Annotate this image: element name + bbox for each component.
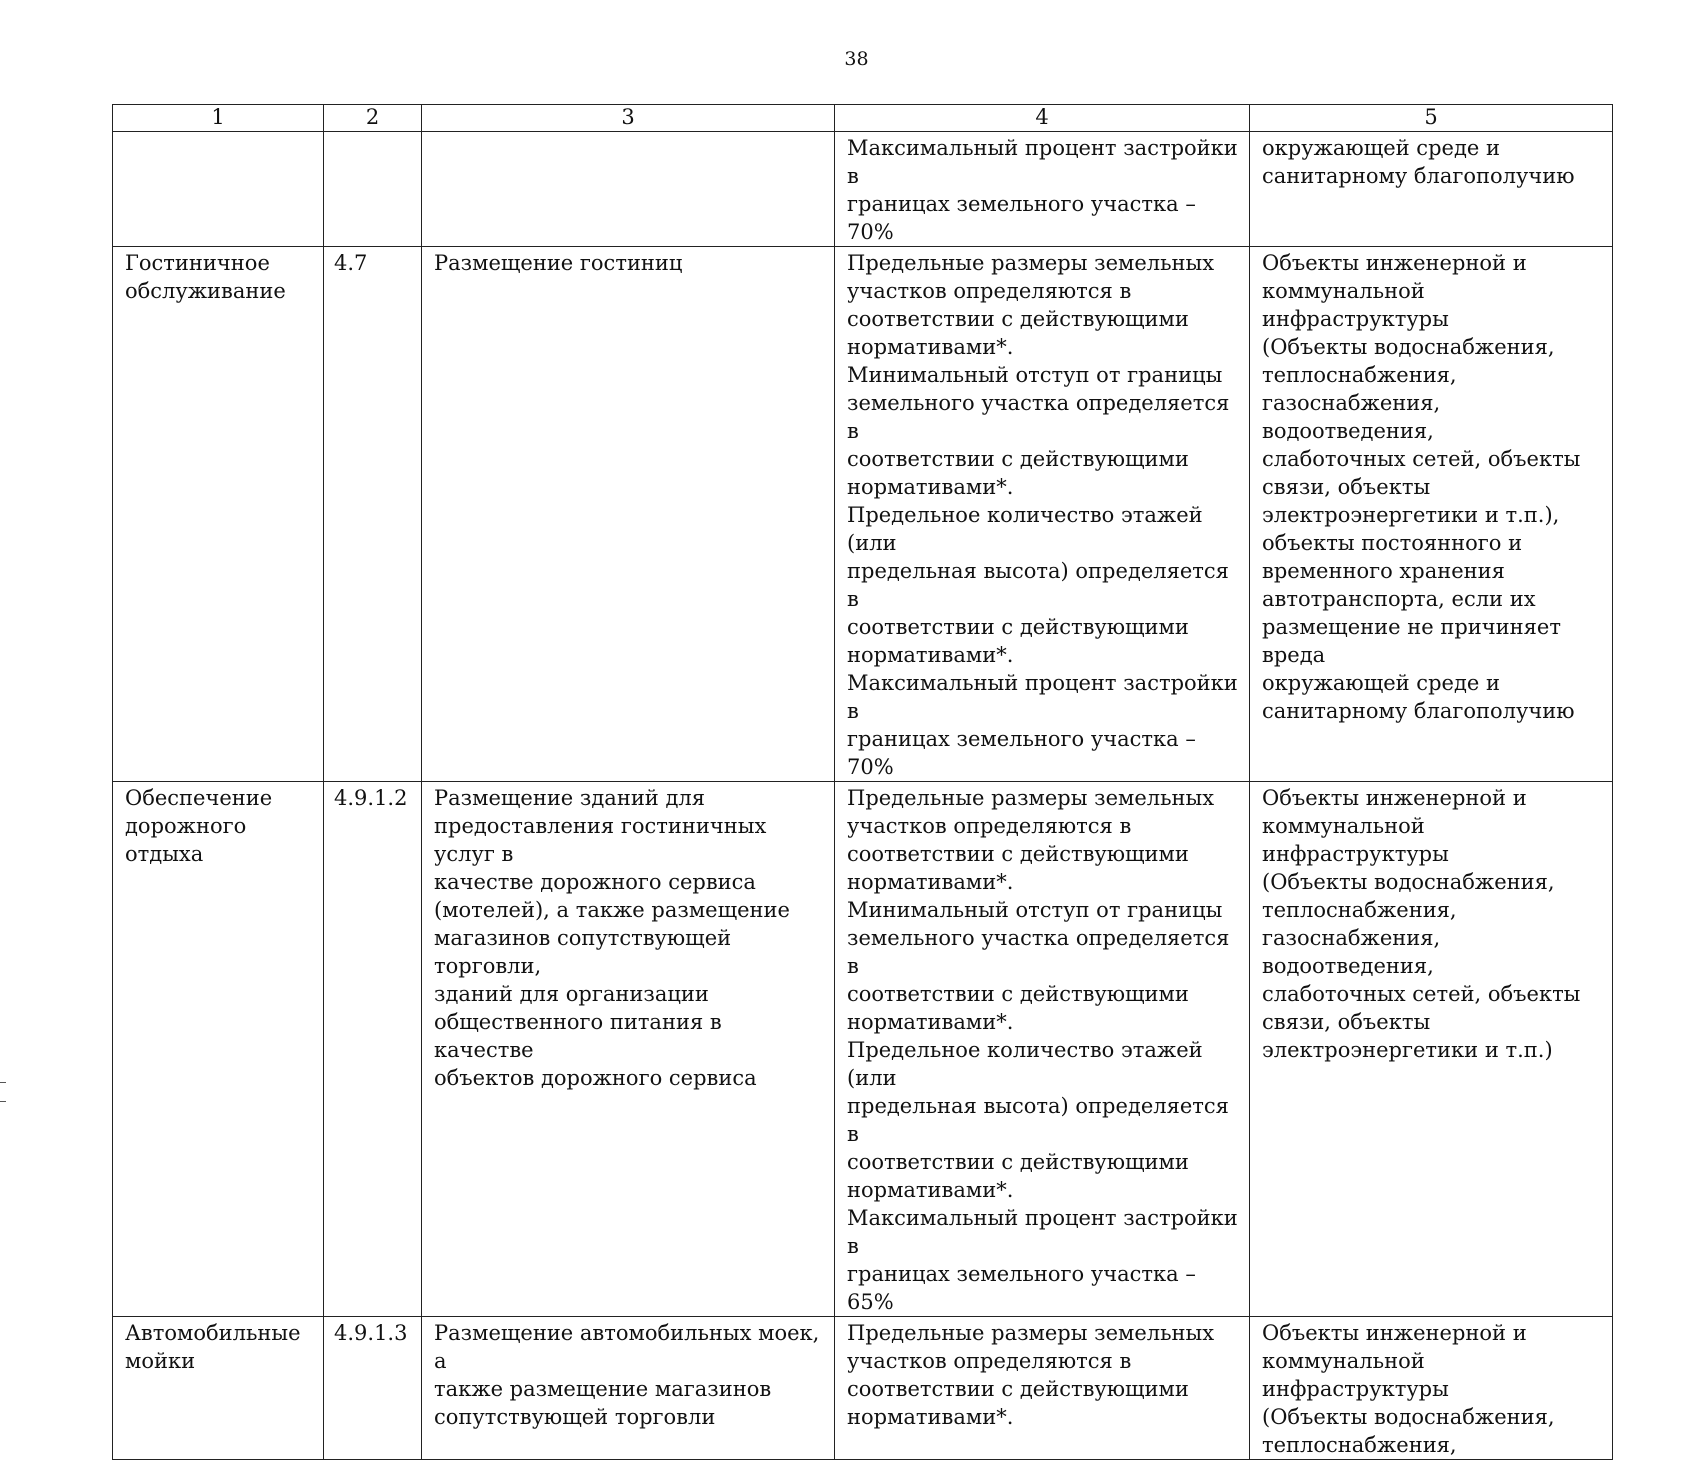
page-number: 38 [844,48,869,70]
table-header-row [113,105,1613,132]
auxiliary-uses-cell: Объекты инженерной и коммунальной инфраструктуры (Объекты водоснабжения, теплоснабжения, газоснабжения, водоотведения, слаботочных сетей, объекты связи, объекты электроэнергетики и т.п.) [1250,782,1613,1317]
parameters-cell: Предельные размеры земельных участков определяются в соответствии с действующими нормативами*. Минимальный отступ от границы земельного участка определяется в соответствии с действующими нормативами*. Предельное количество этажей (или предельная высота) определяется в соответствии с действующими нормативами*. Максимальный процент застройки в границах земельного участка – 70% [835,247,1250,782]
use-type-cell: Автомобильные мойки [113,1317,324,1460]
parameters-cell: Предельные размеры земельных участков определяются в соответствии с действующими нормативами*. Минимальный отступ от границы земельного участка определяется в соответствии с действующими нормативами*. Предельное количество этажей (или предельная высота) определяется в соответствии с действующими нормативами*. Максимальный процент застройки в границах земельного участка – 65% [835,782,1250,1317]
header-cell: 5 [1250,105,1613,132]
table-row [113,247,1613,782]
table-row [113,1317,1613,1460]
description-cell: Размещение автомобильных моек, а также размещение магазинов сопутствующей торговли [422,1317,835,1460]
auxiliary-uses-cell: Объекты инженерной и коммунальной инфраструктуры (Объекты водоснабжения, теплоснабжения, [1250,1317,1613,1460]
header-cell: 3 [422,105,835,132]
description-cell: Размещение зданий для предоставления гостиничных услуг в качестве дорожного сервиса (мотелей), а также размещение магазинов сопутствующей торговли, зданий для организации общественного питания в качестве объектов дорожного сервиса [422,782,835,1317]
use-type-cell: Обеспечение дорожного отдыха [113,782,324,1317]
description-cell: Размещение гостиниц [422,247,835,782]
use-type-cell [113,132,324,247]
parameters-cell: Предельные размеры земельных участков определяются в соответствии с действующими нормативами*. [835,1317,1250,1460]
land-use-table [112,104,1613,1460]
parameters-cell: Максимальный процент застройки в границах земельного участка – 70% [835,132,1250,247]
auxiliary-uses-cell: Объекты инженерной и коммунальной инфраструктуры (Объекты водоснабжения, теплоснабжения, газоснабжения, водоотведения, слаботочных сетей, объекты связи, объекты электроэнергетики и т.п.), объекты постоянного и временного хранения автотранспорта, если их размещение не причиняет вреда окружающей среде и санитарному благополучию [1250,247,1613,782]
header-cell: 1 [113,105,324,132]
header-cell: 2 [324,105,422,132]
table-row [113,132,1613,247]
use-type-cell: Гостиничное обслуживание [113,247,324,782]
code-cell: 4.9.1.2 [324,782,422,1317]
table-row [113,782,1613,1317]
header-cell: 4 [835,105,1250,132]
code-cell: 4.9.1.3 [324,1317,422,1460]
description-cell [422,132,835,247]
auxiliary-uses-cell: окружающей среде и санитарному благополучию [1250,132,1613,247]
code-cell [324,132,422,247]
margin-mark [0,1082,6,1102]
code-cell: 4.7 [324,247,422,782]
